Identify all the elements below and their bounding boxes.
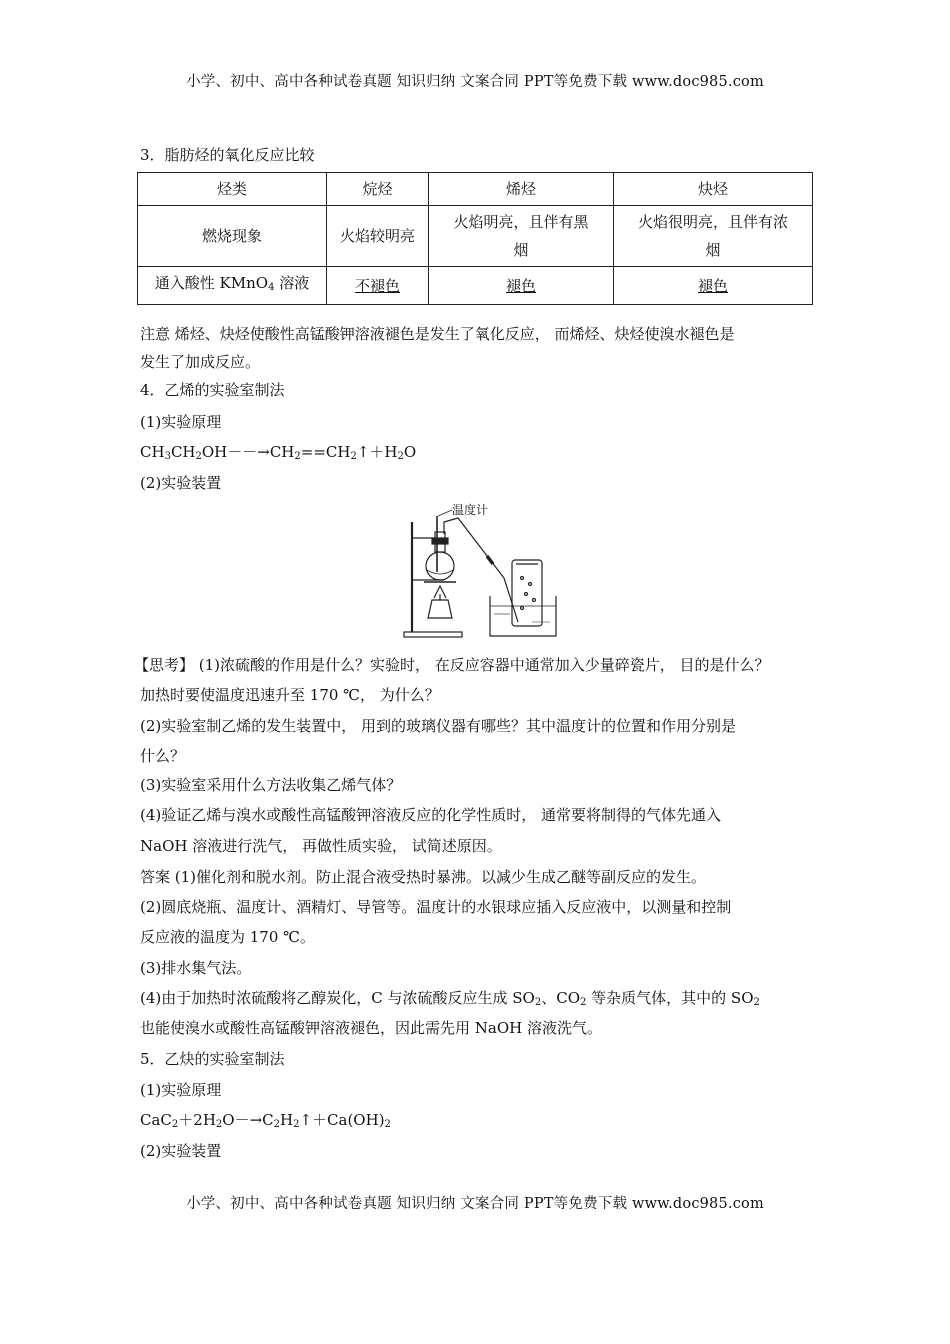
think-line: (3)实验室采用什么方法收集乙烯气体？	[140, 776, 402, 794]
stand-base	[404, 632, 462, 637]
delivery-tube	[444, 518, 518, 622]
answer-line: 反应液的温度为 170 ℃。	[140, 928, 315, 946]
section3-title: 3．脂肪烃的氧化反应比较	[140, 146, 315, 164]
think-line: (2)实验室制乙烯的发生装置中， 用到的玻璃仪器有哪些？其中温度计的位置和作用分别是	[140, 717, 737, 735]
page-footer: 小学、初中、高中各种试卷真题 知识归纳 文案合同 PPT等免费下载 www.doc985.com	[186, 1196, 764, 1212]
answer-line: (3)排水集气法。	[140, 959, 252, 977]
table-cell	[138, 267, 327, 305]
subscript: 2	[293, 1119, 300, 1130]
think-line: 什么？	[140, 747, 186, 765]
thermometer-pointer	[438, 510, 452, 516]
eq-part: CaC	[140, 1111, 172, 1129]
subscript: 3	[164, 451, 171, 462]
gas-bubble	[525, 593, 528, 596]
subscript: 2	[397, 451, 404, 462]
gas-bubble	[529, 583, 532, 586]
answer-part: 、CO	[541, 989, 580, 1007]
note-line: 注意 烯烃、炔烃使酸性高锰酸钾溶液褪色是发生了氧化反应， 而烯烃、炔烃使溴水褪色是	[140, 325, 735, 343]
subscript: 4	[268, 282, 275, 293]
eq-part: CH	[170, 443, 196, 461]
think-line: 【思考】 (1)浓硫酸的作用是什么？实验时， 在反应容器中通常加入少量碎瓷片， 目的是什么？	[134, 656, 770, 674]
ethylene-equation	[140, 442, 416, 467]
round-bottom-flask	[426, 552, 454, 580]
cell-text: 火焰很明亮，且伴有浓	[637, 213, 788, 231]
table-header-cell: 烷烃	[327, 173, 429, 206]
principle-label: (1)实验原理	[140, 413, 222, 431]
eq-part: ↑＋H	[356, 443, 398, 461]
eq-part: OH－－→CH	[201, 443, 295, 461]
cell-answer: 褪色	[505, 276, 536, 295]
subscript: 2	[384, 1119, 391, 1130]
table-cell	[614, 267, 813, 305]
eq-part: H	[280, 1111, 294, 1129]
alcohol-lamp	[428, 600, 452, 618]
subscript: 2	[534, 997, 542, 1008]
stopper	[432, 538, 448, 544]
eq-part: O－→C	[222, 1111, 274, 1129]
table-cell: 火焰较明亮	[327, 206, 429, 267]
cell-answer: 褪色	[697, 276, 728, 295]
gas-bubble	[521, 607, 524, 610]
gas-bubble	[521, 577, 524, 580]
section5-title: 5．乙炔的实验室制法	[140, 1050, 285, 1068]
subscript: 2	[171, 1119, 179, 1130]
cell-text: 通入酸性 KMnO	[154, 274, 269, 292]
apparatus-label: (2)实验装置	[140, 474, 222, 492]
eq-part: ↑＋Ca(OH)	[299, 1111, 385, 1129]
section4-title: 4．乙烯的实验室制法	[140, 381, 285, 399]
eq-part: ==CH	[300, 443, 351, 461]
oxidation-comparison-table	[137, 172, 813, 305]
cell-text: 烟	[513, 241, 529, 259]
table-row	[138, 267, 813, 305]
eq-part: CH	[140, 443, 165, 461]
apparatus-label: (2)实验装置	[140, 1142, 222, 1160]
acetylene-equation	[140, 1110, 391, 1135]
page-header: 小学、初中、高中各种试卷真题 知识归纳 文案合同 PPT等免费下载 www.doc985.com	[186, 74, 764, 90]
answer-line: 答案 (1)催化剂和脱水剂。防止混合液受热时暴沸。以减少生成乙醚等副反应的发生。	[140, 868, 707, 886]
table-header-cell: 炔烃	[614, 173, 813, 206]
table-header-cell: 烃类	[138, 173, 327, 206]
think-line: 加热时要使温度迅速升至 170 ℃， 为什么？	[140, 686, 440, 704]
answer-part: (4)由于加热时浓硫酸将乙醇炭化，C 与浓硫酸反应生成 SO	[140, 989, 535, 1007]
cell-text: 溶液	[274, 274, 310, 292]
subscript: 2	[580, 997, 587, 1008]
rubber-joint	[487, 556, 493, 564]
subscript: 2	[294, 451, 301, 462]
table-cell: 燃烧现象	[138, 206, 327, 267]
eq-part: O	[403, 443, 417, 461]
cell-text: 烟	[705, 241, 721, 259]
table-cell	[614, 206, 813, 267]
table-header-row	[138, 173, 813, 206]
subscript: 2	[273, 1119, 280, 1130]
eq-part: ＋2H	[178, 1111, 216, 1129]
think-line: NaOH 溶液进行洗气， 再做性质实验， 试简述原因。	[140, 837, 502, 855]
think-line: (4)验证乙烯与溴水或酸性高锰酸钾溶液反应的化学性质时， 通常要将制得的气体先通入	[140, 806, 722, 824]
thermometer-label: 温度计	[452, 503, 489, 517]
liquid-level	[427, 570, 453, 574]
water-trough	[490, 596, 556, 636]
gas-bubble	[533, 599, 536, 602]
cell-answer: 不褪色	[354, 276, 400, 295]
ethylene-apparatus-diagram	[400, 498, 560, 640]
table-cell	[429, 267, 614, 305]
answer-line	[140, 988, 760, 1013]
answer-part: 等杂质气体，其中的 SO	[586, 989, 754, 1007]
table-header-cell: 烯烃	[429, 173, 614, 206]
table-cell	[327, 267, 429, 305]
principle-label: (1)实验原理	[140, 1081, 222, 1099]
table-cell	[429, 206, 614, 267]
subscript: 2	[195, 451, 202, 462]
cell-text: 火焰明亮，且伴有黑	[453, 213, 589, 231]
answer-line: (2)圆底烧瓶、温度计、酒精灯、导管等。温度计的水银球应插入反应液中，以测量和控制	[140, 898, 732, 916]
subscript: 2	[753, 997, 760, 1008]
answer-line: 也能使溴水或酸性高锰酸钾溶液褪色，因此需先用 NaOH 溶液洗气。	[140, 1019, 602, 1037]
subscript: 2	[215, 1119, 223, 1130]
table-row	[138, 206, 813, 267]
note-line: 发生了加成反应。	[140, 353, 261, 371]
subscript: 2	[350, 451, 357, 462]
